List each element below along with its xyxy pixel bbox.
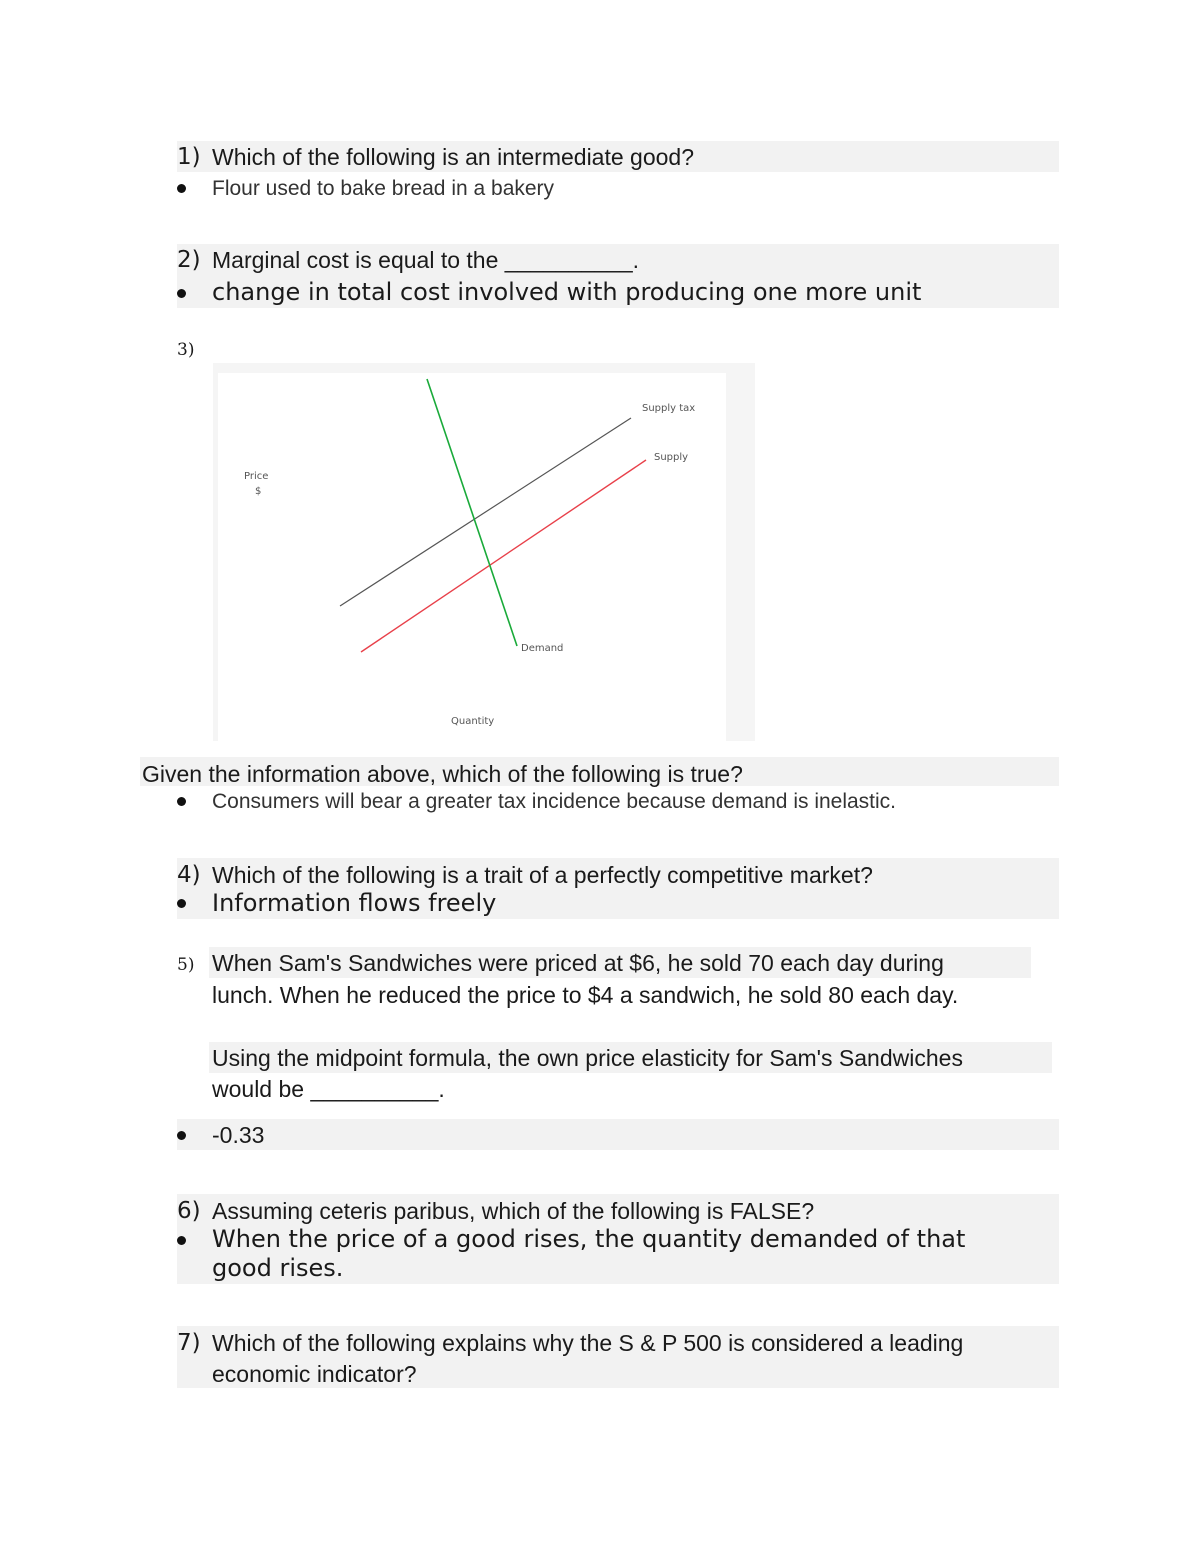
q4-answer: Information flows freely — [212, 889, 497, 917]
q4-number: 4) — [177, 862, 201, 888]
q5-number: 5) — [177, 955, 195, 975]
q1-number: 1) — [177, 144, 201, 170]
q6-bullet — [177, 1236, 186, 1245]
supply-demand-graph — [213, 363, 755, 741]
q7-question-line2: economic indicator? — [212, 1361, 417, 1387]
x-axis-label-quantity: Quantity — [451, 716, 495, 727]
q3-number: 3) — [177, 340, 195, 360]
q1-answer: Flour used to bake bread in a bakery — [212, 177, 555, 200]
q1-question: Which of the following is an intermediate good? — [212, 144, 695, 170]
demand-label: Demand — [521, 643, 564, 654]
graph-plot-area — [218, 373, 726, 741]
q2-number: 2) — [177, 247, 201, 273]
q3-bullet — [177, 797, 186, 806]
q2-answer: change in total cost involved with producing one more unit — [212, 278, 922, 306]
q3-question: Given the information above, which of the following is true? — [142, 761, 743, 787]
q5-question-line4: would be __________. — [212, 1076, 445, 1102]
q1-bullet — [177, 184, 186, 193]
q5-answer-band — [177, 1119, 1059, 1150]
q5-question-line2: lunch. When he reduced the price to $4 a sandwich, he sold 80 each day. — [212, 982, 959, 1008]
q6-answer-line2: good rises. — [212, 1254, 344, 1282]
q7-question-line1: Which of the following explains why the S & P 500 is considered a leading — [212, 1330, 964, 1356]
q5-question-line1: When Sam's Sandwiches were priced at $6, he sold 70 each day during — [212, 950, 944, 976]
q5-bullet — [177, 1131, 186, 1140]
q5-question-line3: Using the midpoint formula, the own price elasticity for Sam's Sandwiches — [212, 1045, 963, 1071]
q2-bullet — [177, 289, 186, 298]
y-axis-label-dollar: $ — [255, 486, 262, 497]
q6-question: Assuming ceteris paribus, which of the following is FALSE? — [212, 1198, 815, 1224]
supply-label: Supply — [654, 452, 689, 463]
q4-question: Which of the following is a trait of a perfectly competitive market? — [212, 862, 873, 888]
supply-tax-label: Supply tax — [642, 403, 696, 414]
q7-number: 7) — [177, 1330, 201, 1356]
q3-answer: Consumers will bear a greater tax incidence because demand is inelastic. — [212, 790, 897, 813]
q6-number: 6) — [177, 1198, 201, 1224]
q4-bullet — [177, 899, 186, 908]
q2-question: Marginal cost is equal to the __________. — [212, 247, 640, 273]
q5-answer: -0.33 — [212, 1122, 265, 1148]
q6-answer-line1: When the price of a good rises, the quantity demanded of that — [212, 1225, 966, 1253]
y-axis-label-price: Price — [244, 471, 269, 482]
